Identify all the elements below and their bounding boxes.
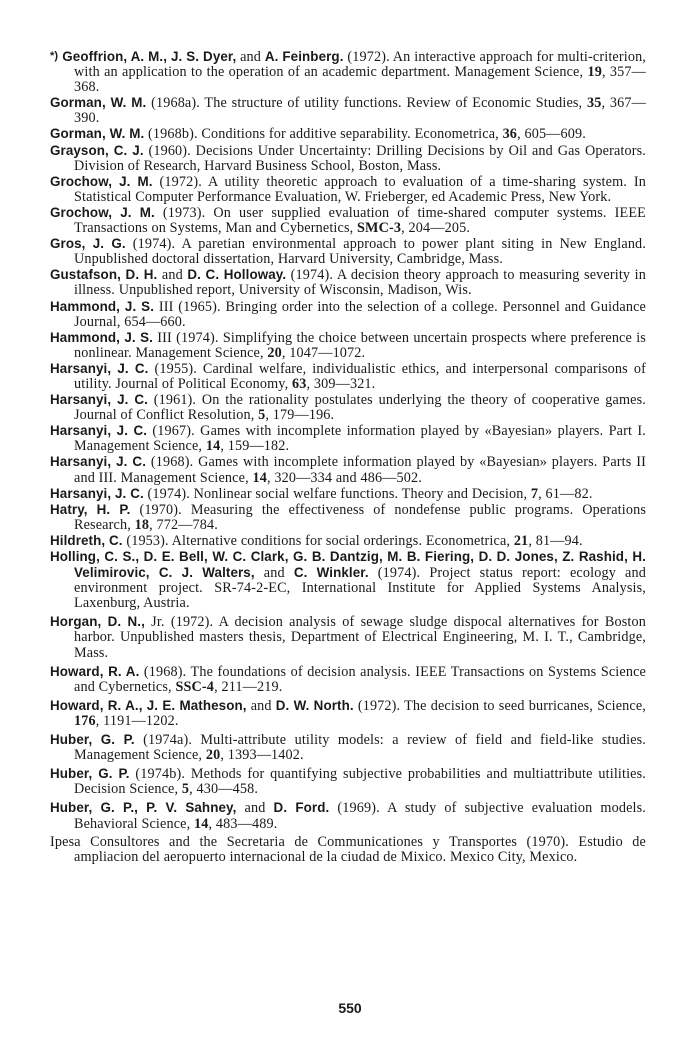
reference-text: Ipesa Consultores and the Secretaria de Communicationes y Transportes (1970). Estudio de ampliacion del aeropuerto internacional de la ciudad de Mixico. Mexico City, Mexico. [50,833,646,865]
reference-authors: Harsanyi, J. C. [50,485,144,501]
reference-authors: Grochow, J. M. [50,204,155,220]
reference-pages: , 430—458. [189,781,259,798]
reference-authors: Gorman, W. M. [50,126,145,142]
reference-text: (1968). Games with incomplete information played by «Bayesian» players. Parts II and III. Management Science, [74,454,646,486]
reference-authors: Harsanyi, J. C. [50,423,148,439]
footnote-marker: *) [50,50,59,62]
reference-authors: Howard, R. A. [50,663,140,679]
reference-volume: 5 [258,407,266,424]
reference-authors: D. W. North. [275,697,354,713]
reference-entry [50,205,646,236]
reference-volume: 14 [205,438,221,455]
reference-volume: 20 [205,747,221,764]
reference-entry [50,732,646,763]
reference-text: (1974). A decision theory approach to measuring severity in illness. Unpublished report, University of Wisconsin, Madison, Wis. [74,267,646,299]
reference-volume: 18 [134,516,150,533]
reference-pages: , 61—82. [538,485,593,502]
reference-authors: Hammond, J. S. [50,298,155,314]
reference-pages: , 204—205. [401,220,471,237]
reference-entry [50,267,646,298]
reference-entry [50,143,646,174]
reference-authors: Hammond, J. S. [50,329,153,345]
reference-volume: 5 [181,781,190,798]
reference-volume: 21 [513,532,529,549]
reference-authors: Huber, G. P. [50,732,135,748]
reference-volume: 7 [530,485,539,502]
reference-conjunction: and [254,565,294,582]
reference-entry [50,454,646,485]
reference-text: (1953). Alternative conditions for social orderings. Econometrica, [122,532,514,549]
reference-authors: Huber, G. P. [50,766,130,782]
reference-authors: Harsanyi, J. C. [50,360,149,376]
reference-text: (1967). Games with incomplete information played by «Bayesian» players. Part I. Management Science, [74,423,646,455]
reference-pages: , 159—182. [220,438,290,455]
reference-pages: , 179—196. [265,407,335,424]
reference-pages: , 1393—1402. [220,747,304,764]
reference-conjunction: and [236,49,265,65]
reference-entry [50,126,646,142]
reference-entry [50,423,646,454]
reference-entry [50,392,646,423]
reference-pages: , 320—334 and 486—502. [266,469,422,486]
reference-authors: Gustafson, D. H. [50,267,158,283]
reference-conjunction: and [246,697,276,714]
reference-authors: D. C. Holloway. [187,267,287,283]
reference-volume: 176 [74,712,96,729]
reference-text: (1974). Nonlinear social welfare functions. Theory and Decision, [143,485,531,502]
reference-pages: , 772—784. [149,516,218,533]
reference-authors: Horgan, D. N., [50,614,145,630]
reference-authors: Gros, J. G. [50,236,126,252]
reference-entry [50,502,646,533]
reference-authors: Gorman, W. M. [50,95,147,111]
reference-authors: Grayson, C. J. [50,142,144,158]
reference-text: III (1965). Bringing order into the selection of a college. Personnel and Guidance Journal, 654—660. [74,298,646,330]
reference-pages: , 1191—1202. [95,712,179,729]
reference-text: (1972). The decision to seed burricanes, Science, [353,697,646,714]
page-number: 550 [338,1000,362,1016]
reference-volume: 14 [194,815,209,832]
reference-text: (1974a). Multi-attribute utility models: a review of field and field-like studies. Management Science, [74,732,647,764]
reference-volume: SMC-3 [357,220,402,237]
reference-text: (1968a). The structure of utility functions. Review of Economic Studies, [146,95,587,112]
reference-volume: 20 [267,344,282,361]
reference-entry [50,800,646,831]
reference-pages: , 81—94. [528,532,583,549]
reference-volume: 35 [587,95,602,112]
reference-entry [50,664,646,695]
reference-entry [50,766,646,797]
reference-authors: Geoffrion, A. M., J. S. Dyer, [62,49,237,64]
reference-authors: Holling, C. S., D. E. Bell, W. C. Clark, G. B. Dantzig, M. B. Fiering, D. D. Jones, Z. Rashid, H. Velimirovic, C. J. Walters, [50,549,646,581]
reference-volume: 36 [502,126,518,143]
reference-pages: , 605—609. [517,126,586,143]
reference-pages: , 357—368. [74,64,647,96]
reference-entry [50,698,646,729]
reference-authors: Harsanyi, J. C. [50,454,147,470]
reference-text: (1968). The foundations of decision analysis. IEEE Transactions on Systems Science and Cybernetics, [74,663,646,695]
reference-entry [50,533,646,549]
reference-entry [50,835,646,865]
reference-text: (1974). Project status report: ecology and environment project. SR-74-2-EC, International Institute for Applied Systems Analysis, Laxenburg, Austria. [74,565,646,612]
reference-volume: 19 [587,64,602,81]
reference-text: (1974b). Methods for quantifying subjective probabilities and multiattribute utilities. Decision Science, [74,766,646,798]
reference-conjunction: and [157,267,188,284]
reference-text: (1955). Cardinal welfare, individualistic ethics, and interpersonal comparisons of utility. Journal of Political Economy, [74,360,646,392]
reference-text: (1972). A utility theoretic approach to evaluation of a time-sharing system. In Statistical Computer Performance Evaluation, W. Frieberger, ed Academic Press, New York. [74,173,647,205]
reference-authors: Grochow, J. M. [50,173,153,189]
reference-volume: SSC-4 [175,678,215,695]
reference-entry [50,361,646,392]
reference-entry [50,236,646,267]
reference-authors: Hildreth, C. [50,532,123,548]
reference-entry [50,174,646,205]
reference-text: (1972). An interactive approach for multi-criterion, with an application to the operation of an academic department. Management Science, [74,49,647,81]
reference-entry [50,95,646,126]
reference-text: (1970). Measuring the effectiveness of nondefense public programs. Operations Research, [74,501,646,533]
reference-text: (1960). Decisions Under Uncertainty: Drilling Decisions by Oil and Gas Operators. Division of Research, Harvard Business School, Boston, Mass. [74,142,647,174]
reference-text: (1974). A paretian environmental approach to power plant siting in New England. Unpublished doctoral dissertation, Harvard University, Cambridge, Mass. [74,236,646,268]
reference-authors: D. Ford. [273,800,330,816]
reference-text: Jr. (1972). A decision analysis of sewage sludge dispocal alternatives for Boston harbor. Unpublished masters thesis, Department of Electrical Engineering, M. I. T., Cambridge, Mass. [74,614,646,661]
reference-authors: Harsanyi, J. C. [50,392,148,408]
reference-entry [50,486,646,502]
reference-volume: 63 [291,375,307,392]
reference-pages: , 1047—1072. [281,344,366,361]
reference-authors: Howard, R. A., J. E. Matheson, [50,697,247,713]
reference-conjunction: and [236,800,274,817]
reference-entry [50,299,646,330]
reference-entry [50,614,646,660]
reference-list [50,49,646,865]
reference-text: III (1974). Simplifying the choice between uncertain prospects where preference is nonlinear. Management Science, [74,329,646,361]
reference-authors: C. Winkler. [293,565,369,581]
reference-pages: , 483—489. [208,815,278,832]
reference-text: (1968b). Conditions for additive separability. Econometrica, [144,126,503,143]
reference-entry [50,330,646,361]
reference-pages: , 309—321. [306,375,376,392]
reference-authors: A. Feinberg. [264,49,344,64]
reference-text: (1961). On the rationality postulates underlying the theory of cooperative games. Journal of Conflict Resolution, [74,392,646,424]
reference-entry [50,549,646,611]
reference-authors: Hatry, H. P. [50,501,131,517]
reference-text: (1969). A study of subjective evaluation models. Behavioral Science, [74,800,646,832]
reference-pages: , 367—390. [74,95,646,127]
reference-authors: Huber, G. P., P. V. Sahney, [50,800,237,816]
reference-pages: , 211—219. [214,678,283,695]
reference-text: (1973). On user supplied evaluation of time-shared computer systems. IEEE Transactions on Systems, Man and Cybernetics, [74,204,646,237]
reference-entry [50,49,646,95]
reference-volume: 14 [252,469,267,486]
